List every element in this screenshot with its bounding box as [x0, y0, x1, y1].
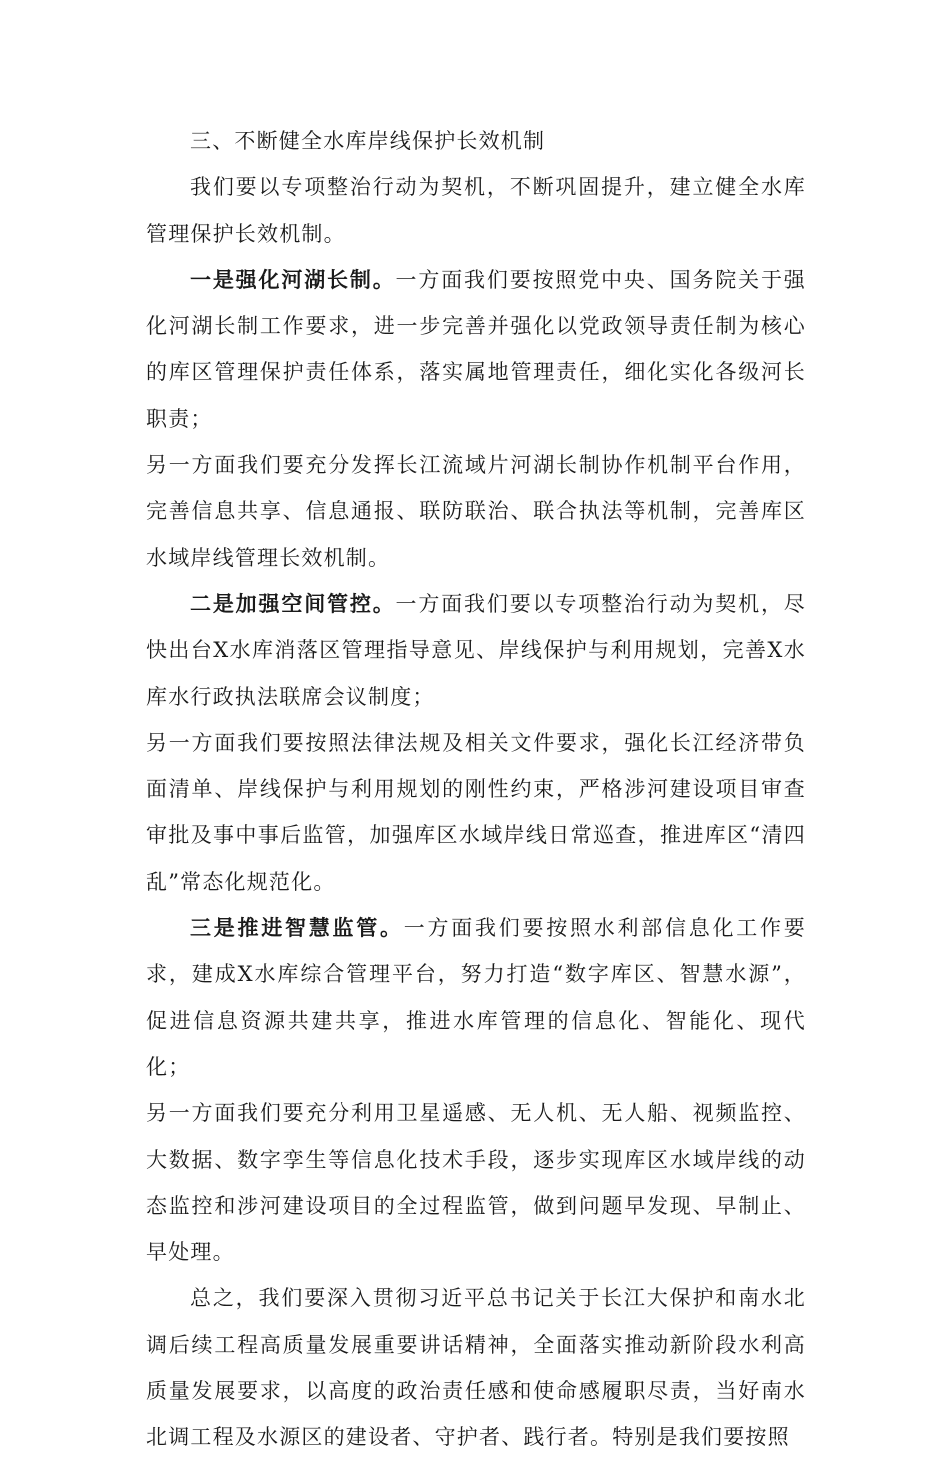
paragraph-smart-supervision	[146, 905, 806, 1090]
paragraph-body: 一方面我们要以专项整治行动为契机，尽快出台X水库消落区管理指导意见、岸线保护与利用规划，完善X水库水行政执法联席会议制度；	[146, 591, 806, 709]
conclusion-paragraph: 总之，我们要深入贯彻习近平总书记关于长江大保护和南水北调后续工程高质量发展重要讲话精神，全面落实推动新阶段水利高质量发展要求，以高度的政治责任感和使命感履职尽责，当好南水北调工程及水源区的建设者、守护者、践行者。特别是我们要按照	[146, 1286, 806, 1450]
paragraph-smart-supervision-continued: 另一方面我们要充分利用卫星遥感、无人机、无人船、视频监控、大数据、数字孪生等信息化技术手段，逐步实现库区水域岸线的动态监控和涉河建设项目的全过程监管，做到问题早发现、早制止、早处理。	[146, 1101, 806, 1265]
paragraph-space-control-continued: 另一方面我们要按照法律法规及相关文件要求，强化长江经济带负面清单、岸线保护与利用规划的刚性约束，严格涉河建设项目审查审批及事中事后监管，加强库区水域岸线日常巡查，推进库区“清四乱”常态化规范化。	[146, 730, 806, 894]
paragraph-lead: 一是强化河湖长制。	[190, 266, 396, 292]
intro-paragraph: 我们要以专项整治行动为契机，不断巩固提升，建立健全水库管理保护长效机制。	[146, 175, 806, 246]
paragraph-river-lake-chief-continued: 另一方面我们要充分发挥长江流域片河湖长制协作机制平台作用，完善信息共享、信息通报、联防联治、联合执法等机制，完善库区水域岸线管理长效机制。	[146, 453, 806, 570]
paragraph-body: 一方面我们要按照水利部信息化工作要求，建成X水库综合管理平台，努力打造“数字库区、智慧水源”，促进信息资源共建共享，推进水库管理的信息化、智能化、现代化；	[146, 916, 806, 1079]
document-page	[146, 118, 806, 1461]
paragraph-lead: 三是推进智慧监管。	[190, 915, 404, 941]
paragraph-body: 一方面我们要按照党中央、国务院关于强化河湖长制工作要求，进一步完善并强化以党政领导责任制为核心的库区管理保护责任体系，落实属地管理责任，细化实化各级河长职责；	[146, 267, 806, 431]
paragraph-lead: 二是加强空间管控。	[190, 590, 396, 616]
paragraph-river-lake-chief	[146, 257, 806, 442]
section-title: 三、不断健全水库岸线保护长效机制	[190, 129, 546, 153]
paragraph-space-control	[146, 581, 806, 720]
